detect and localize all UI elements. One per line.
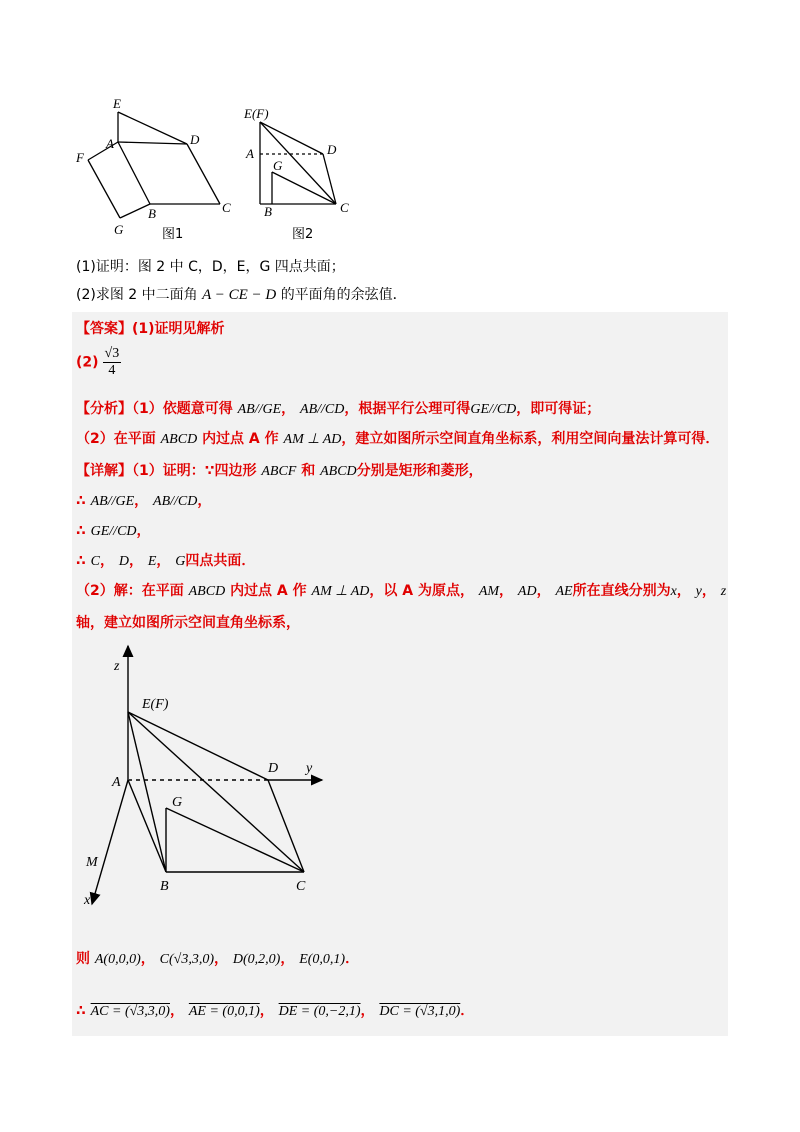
analysis-mid: ，根据平行公理可得 <box>344 401 471 417</box>
therefore-symbol: ∴ <box>76 493 86 509</box>
answer-fraction <box>103 346 122 379</box>
label-a: A <box>112 775 121 790</box>
question-2-suffix: 的平面角的余弦值． <box>280 287 407 303</box>
sep: ， <box>281 401 296 417</box>
axis-x: x <box>670 584 677 599</box>
figure-3 <box>76 640 356 920</box>
question-2-prefix: (2)求图 2 中二面角 <box>76 287 198 303</box>
question-2-math: A − CE − D <box>202 287 277 303</box>
detail-line-3 <box>76 520 151 540</box>
detail-c: 分别是矩形和菱形， <box>356 463 483 479</box>
vectors-line: ∴ AC = (√3,3,0)， AE = (0,0,1)， DE = (0,−2,1)， DC = (√3,1,0)． <box>76 1003 475 1019</box>
question-1: (1)证明：图 2 中 C，D，E，G 四点共面； <box>76 259 345 275</box>
math-am-perp-ad: AM ⊥ AD <box>283 432 342 447</box>
fig2-caption: 图2 <box>292 227 314 242</box>
label-e: E <box>113 96 121 111</box>
coords-prefix: 则 <box>76 951 90 967</box>
label-ef: E(F) <box>142 697 169 712</box>
coplanar-text: 四点共面． <box>185 553 256 569</box>
detail-line-5: （2）解：在平面 ABCD 内过点 A 作 AM ⊥ AD，以 A 为原点， AM， AD， AE所在直线分别为x， y， z <box>76 583 727 599</box>
axis-y: y <box>695 584 702 599</box>
math-am-perp-ad: AM ⊥ AD <box>311 584 370 599</box>
detail-line-1 <box>76 460 483 480</box>
label-b: B <box>148 206 156 221</box>
sep: ， <box>136 523 151 539</box>
fraction-numerator: √3 <box>104 346 120 361</box>
math-ge-cd: GE//CD <box>90 524 137 539</box>
analysis2-c: ，建立如图所示空间直角坐标系，利用空间向量法计算可得． <box>341 431 720 447</box>
math-ab-cd: AB//CD <box>300 402 345 417</box>
figure-1 <box>70 96 240 246</box>
edge-gc <box>272 172 336 204</box>
math-abcf: ABCF <box>261 464 297 479</box>
label-d: D <box>190 132 200 147</box>
label-y: y <box>306 761 313 776</box>
label-c: C <box>296 879 306 894</box>
point-d: D <box>118 554 129 569</box>
p2-a: （2）解：在平面 <box>76 583 184 599</box>
point-c: C <box>90 554 100 569</box>
label-x: x <box>84 893 91 908</box>
p2-b: 内过点 A 作 <box>230 583 307 599</box>
analysis2-b: 内过点 A 作 <box>202 431 279 447</box>
math-ab-ge: AB//GE <box>237 402 282 417</box>
label-b: B <box>264 204 272 219</box>
math-abcd: ABCD <box>160 432 198 447</box>
detail-b: 和 <box>301 463 316 479</box>
axis-z: z <box>720 584 727 599</box>
vector-dc: DC = (√3,1,0) <box>379 1004 461 1019</box>
coord-a: A(0,0,0) <box>94 952 141 967</box>
analysis-line-1 <box>76 398 600 418</box>
label-g: G <box>172 795 183 810</box>
edge-ed <box>260 122 323 154</box>
edge-ab <box>118 142 150 204</box>
math-abcd: ABCD <box>188 584 226 599</box>
p2-d: 所在直线分别为 <box>572 583 671 599</box>
therefore-symbol: ∴ <box>76 523 86 539</box>
analysis2-a: （2）在平面 <box>76 431 156 447</box>
edge-fg <box>88 160 120 218</box>
label-f: F <box>76 150 84 165</box>
math-abcd: ABCD <box>320 464 357 479</box>
edge-ad <box>118 142 187 144</box>
edge-ed <box>118 112 187 144</box>
answer-part2-label: (2) <box>76 354 99 371</box>
sep: ， <box>197 493 212 509</box>
fraction-denominator: 4 <box>108 363 116 378</box>
label-d: D <box>327 142 337 157</box>
label-d: D <box>268 761 279 776</box>
answer-part2 <box>76 346 121 379</box>
detail-line-2 <box>76 490 211 510</box>
vector-de: DE = (0,−2,1) <box>278 1004 361 1019</box>
math-am: AM <box>478 584 500 599</box>
label-a: A <box>106 136 114 151</box>
detail-line-6: 轴，建立如图所示空间直角坐标系， <box>76 615 300 631</box>
detail-a: 【详解】（1）证明：∵四边形 <box>76 463 257 479</box>
label-c: C <box>222 200 231 215</box>
question-2 <box>76 284 407 304</box>
vector-ac: AC = (√3,3,0) <box>90 1004 170 1019</box>
label-ef: E(F) <box>244 106 269 121</box>
therefore-symbol: ∴ <box>76 1003 86 1019</box>
label-g: G <box>114 222 124 237</box>
analysis-line-2 <box>76 428 719 448</box>
math-ad: AD <box>517 584 537 599</box>
label-g: G <box>273 158 283 173</box>
therefore-symbol: ∴ <box>76 553 86 569</box>
detail-line-4: ∴ C， D， E， G四点共面． <box>76 553 256 569</box>
analysis-label: 【分析】（1）依题意可得 <box>76 401 233 417</box>
coord-d: D(0,2,0) <box>232 952 281 967</box>
edge-dc <box>187 144 220 204</box>
edge-gb <box>120 204 150 218</box>
coord-e: E(0,0,1) <box>299 952 346 967</box>
point-g: G <box>175 554 186 569</box>
math-ae: AE <box>555 584 573 599</box>
edge-ec <box>128 712 304 872</box>
math-ab-ge: AB//GE <box>90 494 135 509</box>
analysis-end: ，即可得证； <box>516 401 601 417</box>
sep: ， <box>134 493 149 509</box>
label-a: A <box>246 146 254 161</box>
x-axis <box>92 780 128 904</box>
label-c: C <box>340 200 349 215</box>
label-m: M <box>86 855 98 870</box>
point-e: E <box>147 554 157 569</box>
math-ge-cd: GE//CD <box>470 402 517 417</box>
label-b: B <box>160 879 169 894</box>
edge-ed <box>128 712 268 780</box>
coord-c: C(√3,3,0) <box>159 952 214 967</box>
fig1-caption: 图1 <box>162 227 184 242</box>
answer-title: 【答案】(1)证明见解析 <box>76 321 225 337</box>
p2-c: ，以 A 为原点， <box>369 583 474 599</box>
vector-ae: AE = (0,0,1) <box>188 1004 260 1019</box>
coords-line: 则 A(0,0,0)， C(√3,3,0)， D(0,2,0)， E(0,0,1)． <box>76 951 360 967</box>
math-ab-cd: AB//CD <box>153 494 198 509</box>
figure-2 <box>236 96 366 246</box>
label-z: z <box>114 659 120 674</box>
